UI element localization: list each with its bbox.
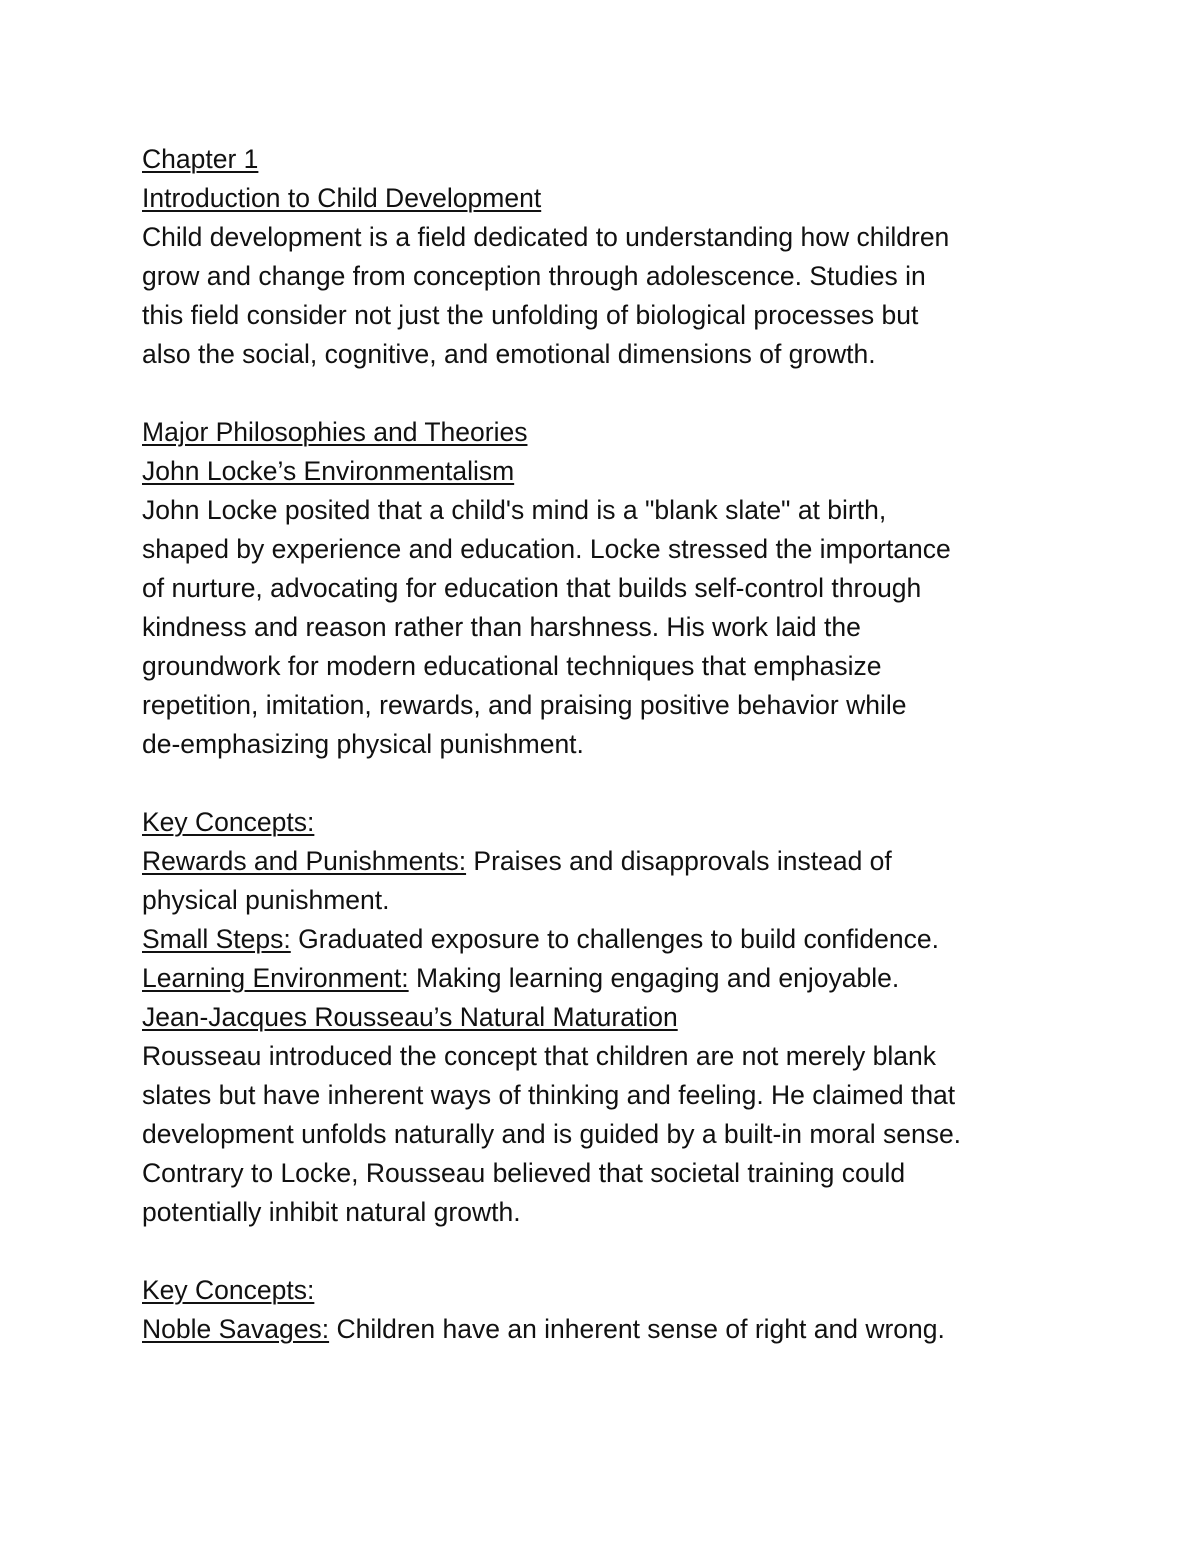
rousseau-heading: Jean-Jacques Rousseau’s Natural Maturation <box>142 1002 678 1032</box>
rousseau-line: Contrary to Locke, Rousseau believed that societal training could <box>142 1158 906 1188</box>
concept-continuation: physical punishment. <box>142 885 390 915</box>
concept-text: Children have an inherent sense of right and wrong. <box>329 1314 945 1344</box>
intro-line: Child development is a field dedicated to understanding how children <box>142 222 950 252</box>
intro-heading: Introduction to Child Development <box>142 183 542 213</box>
intro-line: this field consider not just the unfolding of biological processes but <box>142 300 919 330</box>
rousseau-line: slates but have inherent ways of thinking and feeling. He claimed that <box>142 1080 956 1110</box>
locke-line: of nurture, advocating for education that builds self-control through <box>142 573 922 603</box>
concept-term: Noble Savages: <box>142 1314 330 1344</box>
locke-line: groundwork for modern educational techniques that emphasize <box>142 651 882 681</box>
locke-line: shaped by experience and education. Locke stressed the importance <box>142 534 951 564</box>
blank-line <box>142 374 1082 413</box>
concept-text: Graduated exposure to challenges to build confidence. <box>290 924 939 954</box>
intro-line: also the social, cognitive, and emotional dimensions of growth. <box>142 339 876 369</box>
concept-term: Learning Environment: <box>142 963 409 993</box>
locke-line: John Locke posited that a child's mind is a "blank slate" at birth, <box>142 495 887 525</box>
locke-heading: John Locke’s Environmentalism <box>142 456 515 486</box>
concept-rewards-and-punishments <box>142 842 1082 881</box>
locke-line: de-emphasizing physical punishment. <box>142 729 584 759</box>
rousseau-paragraph <box>142 1037 1082 1232</box>
concept-learning-environment <box>142 959 1082 998</box>
blank-line <box>142 1232 1082 1271</box>
locke-key-concepts-heading: Key Concepts: <box>142 807 315 837</box>
rousseau-line: development unfolds naturally and is guided by a built-in moral sense. <box>142 1119 962 1149</box>
locke-line: kindness and reason rather than harshness. His work laid the <box>142 612 861 642</box>
rousseau-line: potentially inhibit natural growth. <box>142 1197 521 1227</box>
intro-paragraph <box>142 218 1082 374</box>
concept-text: Praises and disapprovals instead of <box>466 846 892 876</box>
concept-term: Rewards and Punishments: <box>142 846 467 876</box>
concept-text: Making learning engaging and enjoyable. <box>408 963 900 993</box>
blank-line <box>142 764 1082 803</box>
concept-noble-savages <box>142 1310 1082 1349</box>
intro-line: grow and change from conception through adolescence. Studies in <box>142 261 926 291</box>
document-page <box>142 140 1082 1349</box>
concept-term: Small Steps: <box>142 924 291 954</box>
locke-paragraph <box>142 491 1082 764</box>
locke-line: repetition, imitation, rewards, and praising positive behavior while <box>142 690 907 720</box>
rousseau-line: Rousseau introduced the concept that children are not merely blank <box>142 1041 937 1071</box>
major-philosophies-heading: Major Philosophies and Theories <box>142 417 528 447</box>
concept-small-steps <box>142 920 1082 959</box>
rousseau-key-concepts-heading: Key Concepts: <box>142 1275 315 1305</box>
chapter-title: Chapter 1 <box>142 144 259 174</box>
